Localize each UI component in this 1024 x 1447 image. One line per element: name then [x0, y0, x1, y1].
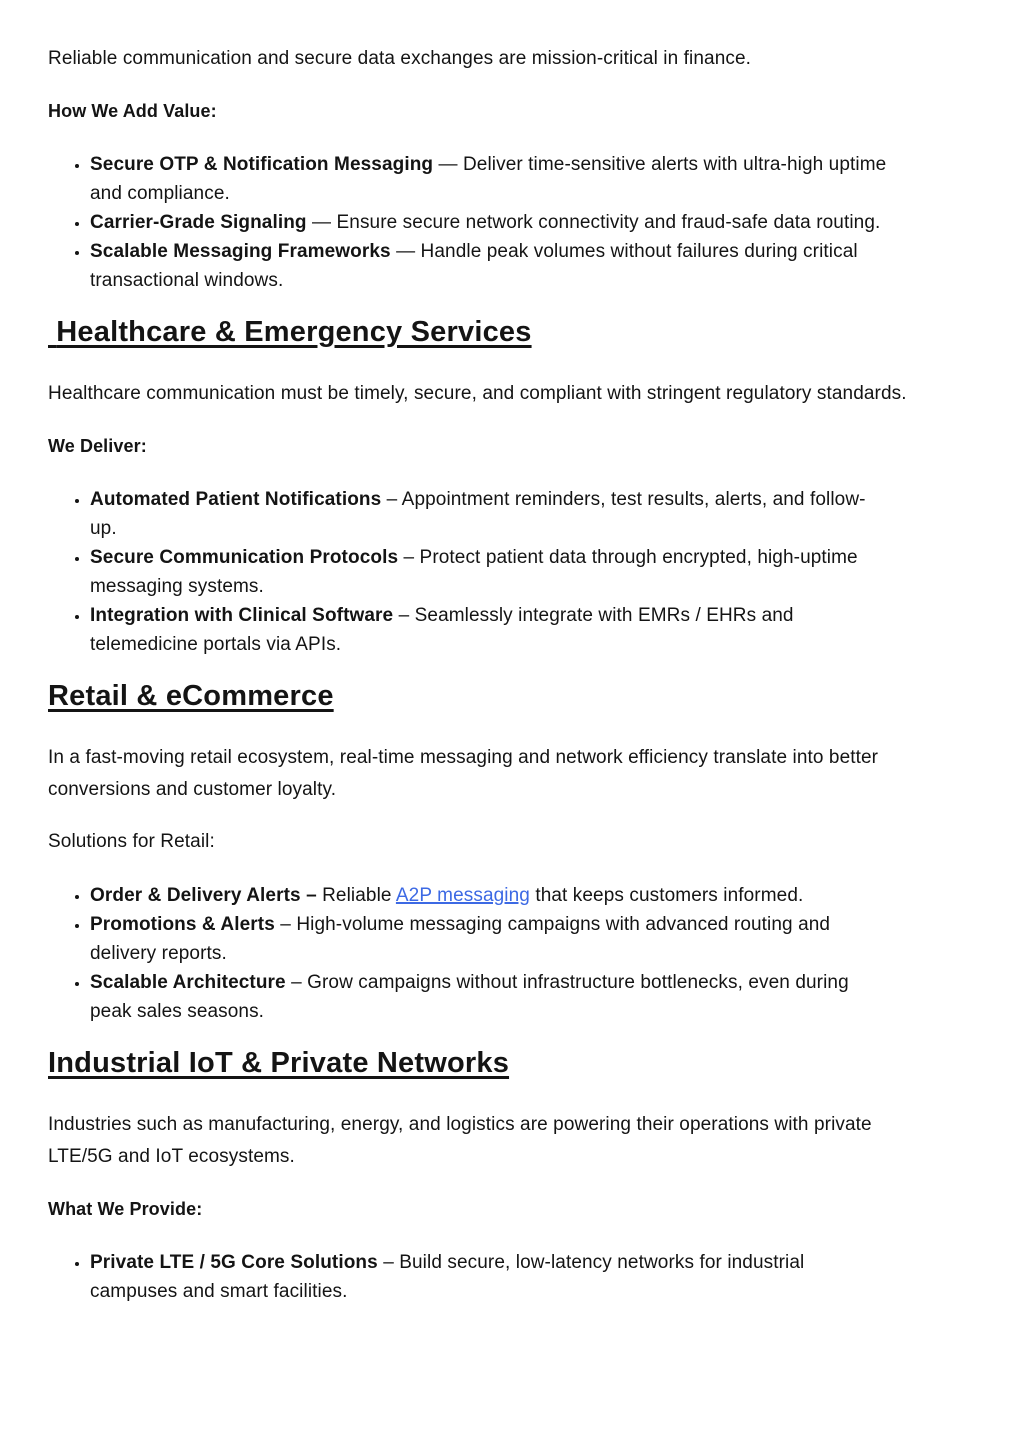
bullet-term: Secure Communication Protocols [90, 547, 399, 568]
healthcare-intro: Healthcare communication must be timely, secure, and compliant with stringent regulatory standards. [48, 383, 907, 404]
bullet-term: Carrier-Grade Signaling [90, 212, 307, 233]
bullet-text: — Handle peak volumes without failures during critical transactional windows. [90, 241, 864, 291]
list-item [90, 1248, 892, 1306]
list-item [90, 543, 892, 601]
bullet-term: Automated Patient Notifications [90, 489, 382, 510]
bullet-term: Integration with Clinical Software [90, 605, 394, 626]
bullet-text: — Deliver time-sensitive alerts with ultra-high uptime and compliance. [90, 154, 892, 204]
bullet-term: Order & Delivery Alerts – [90, 885, 317, 906]
bullet-term: Scalable Messaging Frameworks [90, 241, 391, 262]
healthcare-bullet-list [48, 485, 908, 659]
list-item [90, 150, 892, 208]
section-finance [48, 43, 908, 295]
list-item [90, 208, 892, 237]
bullet-text: Reliable [316, 885, 396, 906]
industrial-intro: Industries such as manufacturing, energy, and logistics are powering their operations with private LTE/5G and IoT ecosystems. [48, 1114, 872, 1167]
list-item [90, 601, 892, 659]
bullet-term: Promotions & Alerts [90, 914, 275, 935]
bullet-term: Secure OTP & Notification Messaging [90, 154, 434, 175]
bullet-text: – High-volume messaging campaigns with advanced routing and delivery reports. [90, 914, 836, 964]
healthcare-heading: Healthcare & Emergency Services [48, 316, 532, 348]
list-item [90, 485, 892, 543]
industrial-heading: Industrial IoT & Private Networks [48, 1047, 510, 1079]
section-industrial [48, 1045, 908, 1306]
bullet-text: – Build secure, low-latency networks for industrial campuses and smart facilities. [90, 1252, 810, 1302]
retail-intro: In a fast-moving retail ecosystem, real-time messaging and network efficiency translate into better conversions and customer loyalty. [48, 747, 879, 800]
list-item [90, 881, 892, 910]
section-healthcare [48, 314, 908, 659]
list-item [90, 237, 892, 295]
bullet-term: Private LTE / 5G Core Solutions [90, 1252, 378, 1273]
finance-intro: Reliable communication and secure data exchanges are mission-critical in finance. [48, 48, 752, 69]
healthcare-label: We Deliver: [48, 436, 147, 456]
finance-label: How We Add Value: [48, 101, 217, 121]
section-retail [48, 678, 908, 1026]
a2p-messaging-link[interactable]: A2P messaging [395, 885, 530, 906]
bullet-text: – Protect patient data through encrypted, high-uptime messaging systems. [90, 547, 864, 597]
bullet-text: — Ensure secure network connectivity and fraud-safe data routing. [306, 212, 881, 233]
bullet-text: – Seamlessly integrate with EMRs / EHRs and telemedicine portals via APIs. [90, 605, 799, 655]
industrial-label: What We Provide: [48, 1199, 203, 1219]
list-item [90, 910, 892, 968]
bullet-text: – Grow campaigns without infrastructure bottlenecks, even during peak sales seasons. [90, 972, 855, 1022]
retail-label: Solutions for Retail: [48, 831, 215, 852]
retail-bullet-list [48, 881, 908, 1026]
bullet-text: that keeps customers informed. [529, 885, 804, 906]
bullet-text: – Appointment reminders, test results, alerts, and follow-up. [90, 489, 866, 539]
finance-bullet-list [48, 150, 908, 295]
list-item [90, 968, 892, 1026]
industrial-bullet-list [48, 1248, 908, 1306]
bullet-term: Scalable Architecture [90, 972, 286, 993]
retail-heading: Retail & eCommerce [48, 680, 334, 712]
